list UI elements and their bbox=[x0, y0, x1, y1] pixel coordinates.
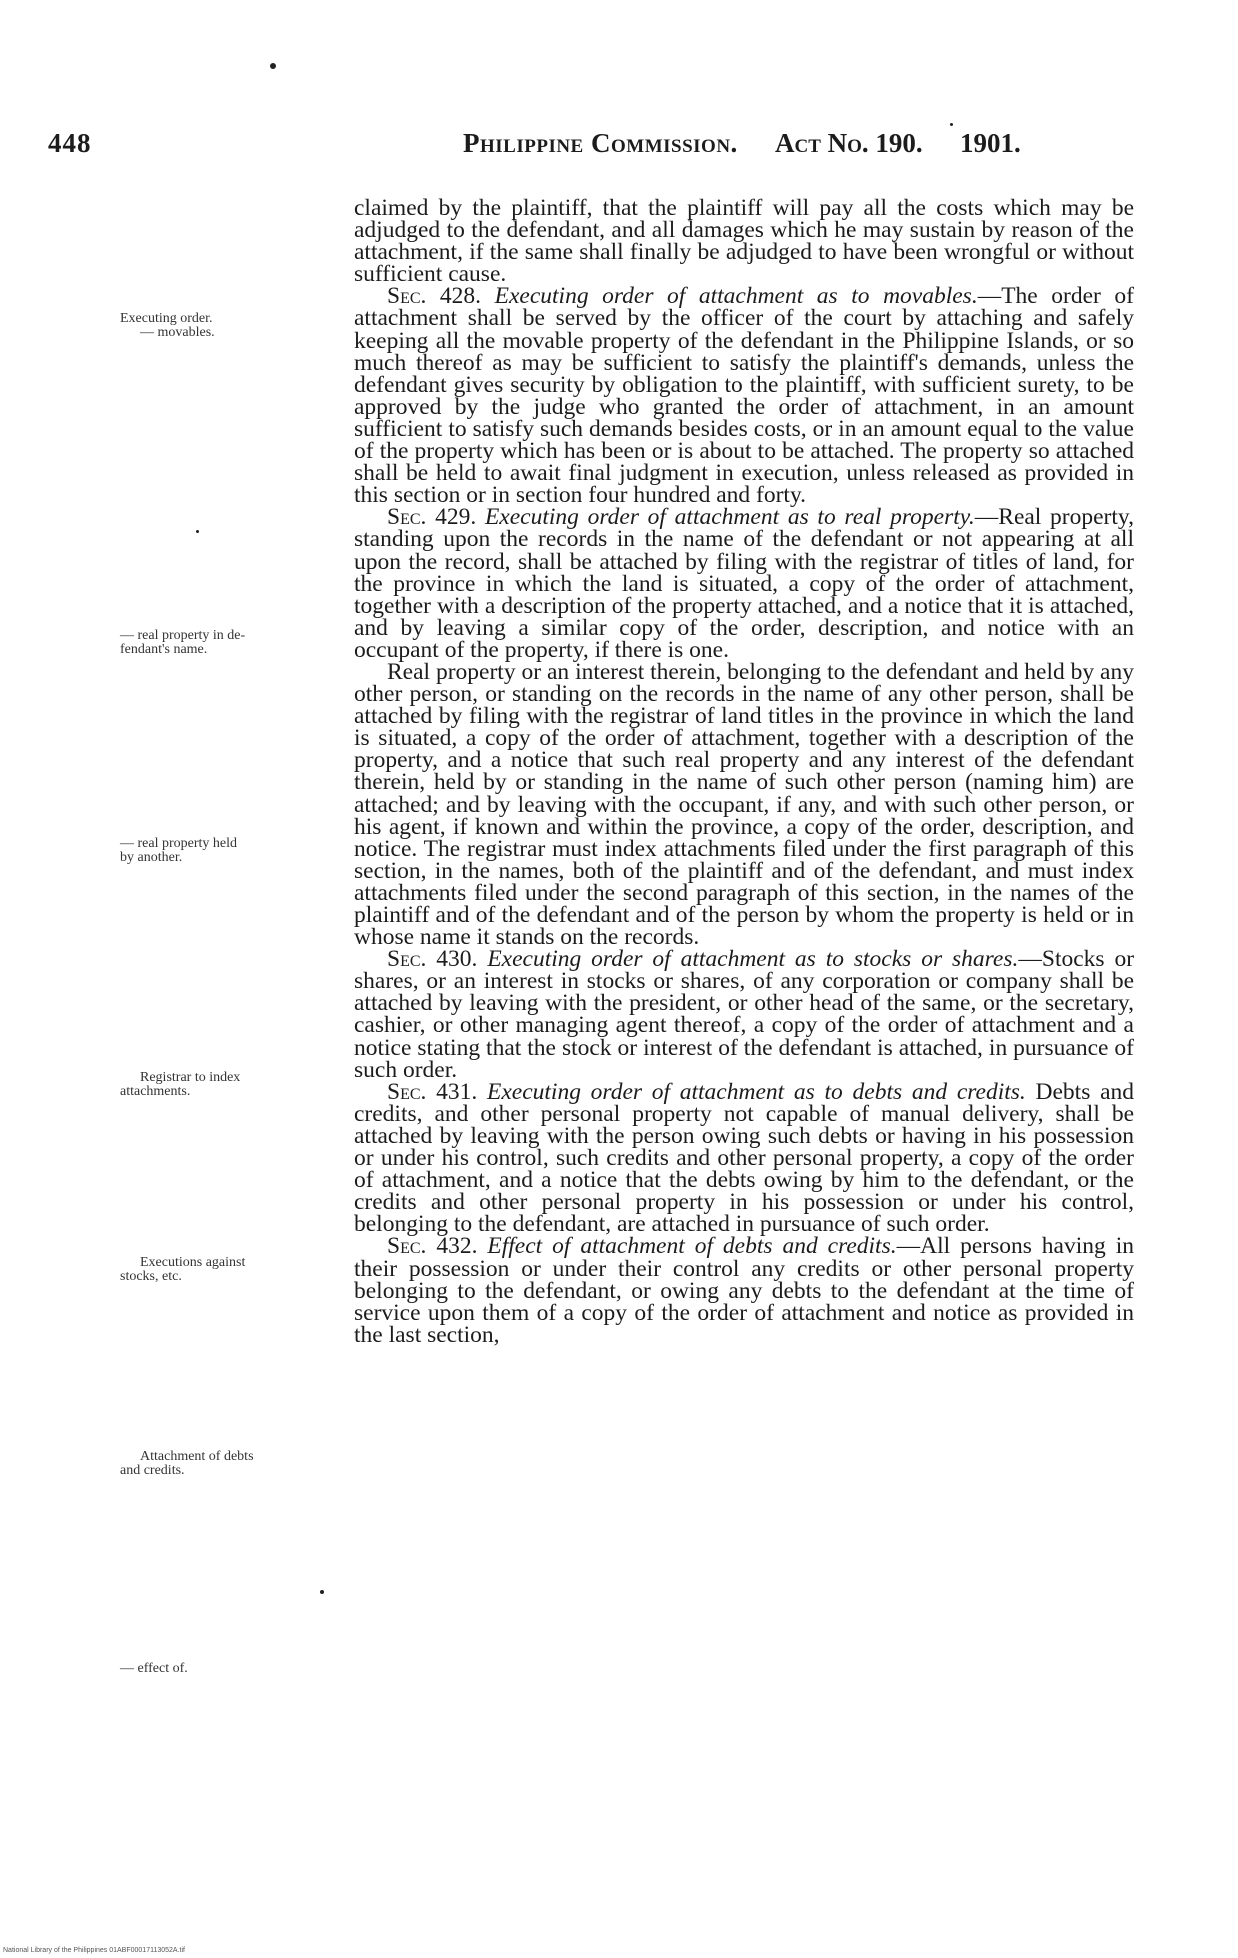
paragraph-sec-428: Sec. 428. Executing order of attachment as to movables.—The order of attachment shall be served by the officer of the court by attaching and safely keeping all the movable property of the defendant in the Philippine Islands, or so much thereof as may be sufficient to satisfy the plaintiff's demands, unless the defendant gives security by obligation to the plaintiff, with sufficient surety, to be approved by the judge who granted the order of attachment, in an amount sufficient to satisfy such demands besides costs, or in an amount equal to the value of the property which has been or is about to be attached. The property so attached shall be held to await final judgment in execution, unless released as provided in this section or in section four hundred and forty. bbox=[354, 283, 1134, 509]
page-speck bbox=[196, 530, 199, 533]
paragraph-sec-430: Sec. 430. Executing order of attachment as to stocks or shares.—Stocks or shares, or an interest in stocks or shares, of any corporation or company shall be attached by leaving with the president, or other head of the same, or the secretary, cashier, or other managing agent thereof, a copy of the order of attachment and a notice stating that the stock or interest of the defendant is attached, in pursuance of such order. bbox=[354, 946, 1135, 1083]
margin-note-registrar: Registrar to index attachments. bbox=[120, 1070, 241, 1099]
section-title: Executing order of attachment as to stocks or shares. bbox=[487, 946, 1019, 973]
paragraph-sec-432: Sec. 432. Effect of attachment of debts and credits.—All persons having in their possession or under their control any credits or other personal property belonging to the defendant, or owing any debts to the defendant at the time of service upon them of a copy of the order of attachment and notice as provided in the last section, bbox=[354, 1233, 1134, 1348]
section-number: Sec. 432. bbox=[387, 1233, 478, 1260]
section-title: Executing order of attachment as to debts and credits. bbox=[486, 1078, 1026, 1105]
paragraph-sec-431: Sec. 431. Executing order of attachment as to debts and credits. Debts and credits, and other personal property not capable of manual delivery, shall be attached by leaving with the person owing such debts or having in his possession or under his control, such credits and other personal property, a copy of the order of attachment, and a notice that the debts owing by him to the defendant, or the credits and other personal property in his possession or under his control, belonging to the defendant, are attached in pursuance of such order. bbox=[354, 1078, 1135, 1238]
act-number: Act No. 190. bbox=[775, 128, 923, 158]
year: 1901. bbox=[960, 128, 1021, 158]
margin-note-real-property: — real property in de- fendant's name. bbox=[120, 628, 246, 657]
paragraph-continued: claimed by the plaintiff, that the plaintiff will pay all the costs which may be adjudged to the defendant, and all damages which he may sustain by reason of the attachment, if the same shall finally be adjudged to have been wrongful or without sufficient cause. bbox=[354, 195, 1134, 288]
page-header bbox=[48, 128, 1028, 168]
running-title: Philippine Commission. bbox=[463, 128, 738, 158]
scan-footer: National Library of the Philippines 01ABF00017113052A.tif bbox=[3, 1947, 185, 1954]
main-text bbox=[354, 197, 1134, 1346]
paragraph-real-property: Real property or an interest therein, belonging to the defendant and held by any other person, or standing on the records in the name of any other person, shall be attached by filing with the registrar of land titles in the province in which the land is situated, a copy of the order of attachment, together with a description of the property, and a notice that such real property and any interest of the defendant therein, held by or standing in the name of such other person (naming him) are attached; and by leaving with the occupant, if any, and with such other person, or his agent, if known and within the province, a copy of the order, description, and notice. The registrar must index attachments filed under the first paragraph of this section, in the names, both of the plaintiff and of the defendant, and must index attachments filed under the second paragraph of this section, in the names of the plaintiff and of the defendant and of the person by whom the property is held or in whose name it stands on the records. bbox=[354, 658, 1134, 951]
section-number: Sec. 429. bbox=[387, 504, 477, 531]
margin-note-movables: Executing order. — movables. bbox=[120, 311, 215, 340]
margin-note-debts: Attachment of debts and credits. bbox=[120, 1449, 254, 1478]
page-number: 448 bbox=[48, 128, 92, 158]
section-title: Executing order of attachment as to real property. bbox=[484, 504, 975, 531]
margin-note-effect: — effect of. bbox=[120, 1661, 188, 1676]
margin-note-held-by-another: — real property held by another. bbox=[120, 836, 238, 865]
section-title: Effect of attachment of debts and credits. bbox=[487, 1233, 897, 1260]
page-speck bbox=[320, 1590, 324, 1594]
paragraph-sec-429: Sec. 429. Executing order of attachment as to real property.—Real property, standing upon the records in the name of the defendant or not appearing at all upon the record, shall be attached by filing with the registrar of titles of land, for the province in which the land is situated, a copy of the order of attachment, together with a description of the property attached, and a notice that it is attached, and by leaving a similar copy of the order, description, and notice with an occupant of the property, if there is one. bbox=[354, 504, 1135, 663]
page-speck bbox=[270, 63, 276, 69]
section-number: Sec. 430. bbox=[387, 946, 478, 973]
section-number: Sec. 428. bbox=[387, 283, 482, 310]
page-speck bbox=[950, 123, 953, 126]
section-title: Executing order of attachment as to movables. bbox=[494, 283, 978, 310]
section-number: Sec. 431. bbox=[387, 1078, 478, 1105]
margin-note-stocks: Executions against stocks, etc. bbox=[120, 1255, 246, 1284]
